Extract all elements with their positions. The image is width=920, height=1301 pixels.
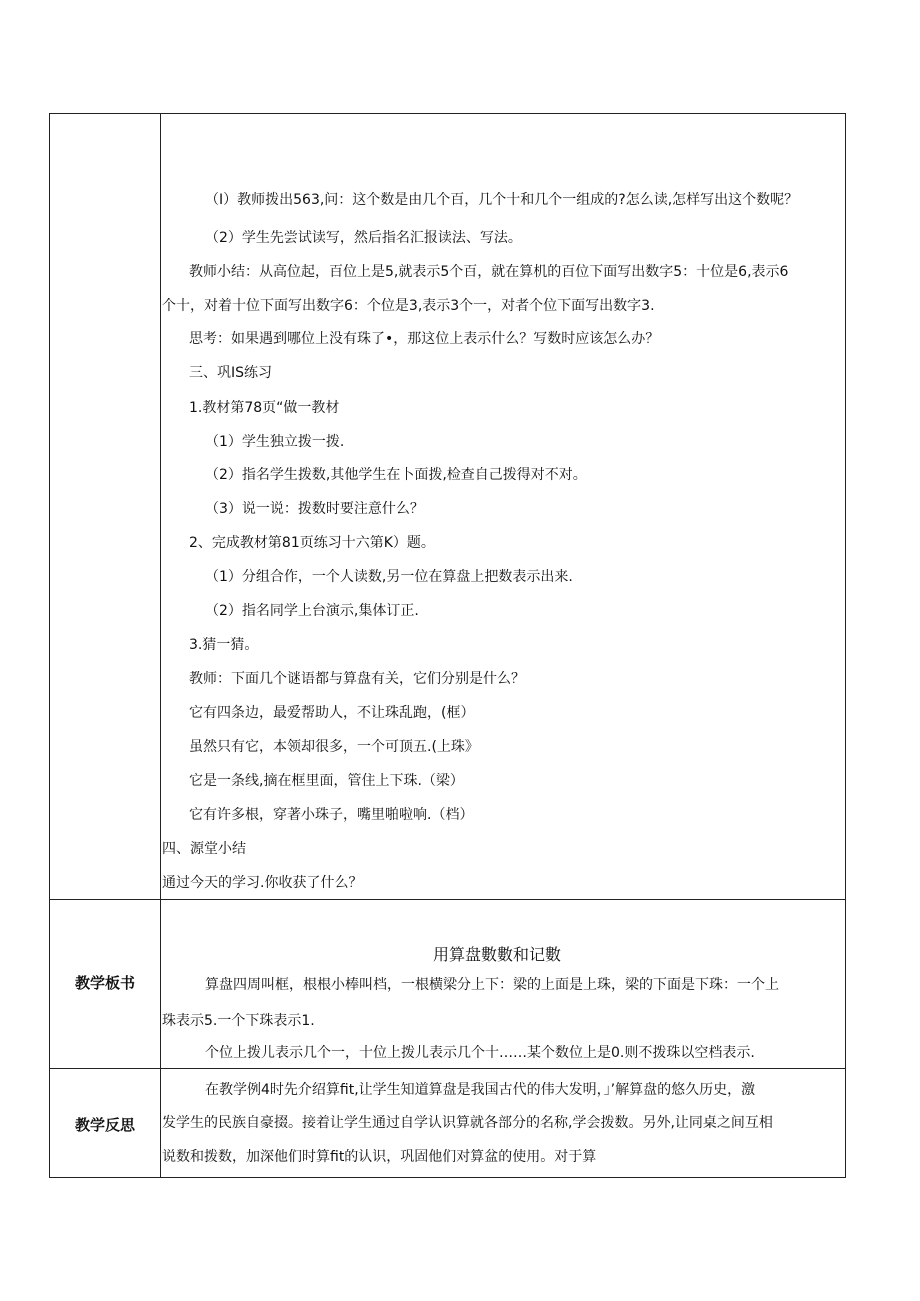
riddle-line: 它有四条边，最爱帮助人，不让珠乱跑，(框） [189,705,475,721]
process-line: 教师小结：从高位起，百位上是5,就表示5个百，就在算机的百位下面写出数字5：十位是6,表示6 [189,264,789,280]
board-line: 个位上拨儿表示几个一，十位上拨儿表示几个十……某个数位上是0.则不拨珠以空档表示. [205,1045,755,1061]
row-divider-board [50,899,845,900]
process-line: 教师：下面几个谜语都与算盘有关，它们分别是什么？ [189,671,525,687]
process-line: 3.猜一猜。 [189,637,259,653]
process-line: （2）指名同学上台演示,集体订正. [205,603,419,619]
board-line: 珠表示5.一个下珠表示1. [162,1013,315,1029]
process-line: （2）指名学生拨数,其他学生在卜面拨,检查自己拨得对不对。 [205,467,587,483]
riddle-line: 虽然只有它，本领却很多，一个可顶五.(上珠》 [189,739,479,755]
riddle-line: 它是一条线,摘在框里面，管住上下珠.（梁） [189,773,464,789]
process-line: （1）分组合作，一个人读数,另一位在算盘上把数表示出来. [205,569,573,585]
reflection-label: 教学反思 [74,1116,135,1134]
process-line: （3）说一说：拨数时要注意什么？ [205,501,424,517]
board-label: 教学板书 [74,974,135,992]
section-heading: 四、源堂小结 [162,841,246,857]
board-title: 用算盘數數和记數 [433,945,562,964]
column-divider [160,114,161,1177]
lesson-plan-table [49,113,846,1178]
process-line: 2、完成教材第81页练习十六第K）题。 [189,535,435,551]
section-heading: 三、巩IS练习 [189,365,273,381]
row-divider-reflection [50,1068,845,1069]
riddle-line: 它有许多根，穿著小珠子，嘴里啪啦响.（档） [189,807,474,823]
process-line: 通过今天的学习.你收获了什么？ [162,875,363,891]
process-line: 思考：如果遇到哪位上没有珠了•，那这位上表示什么？写数时应该怎么办？ [189,331,660,347]
reflection-line: 在教学例4时先介绍算fit,让学生知道算盘是我国古代的伟大发明，」’解算盘的悠久历史，激 [205,1082,756,1098]
reflection-line: 说数和拨数，加深他们时算fit的认识，巩固他们对算盆的使用。对于算 [162,1149,597,1165]
process-line: （1）学生独立拨一拨. [205,434,345,450]
process-line: （I）教师拨出563,问：这个数是由几个百，几个十和几个一组成的?怎么读,怎样写出这个数呢？ [205,192,799,208]
board-line: 算盘四周叫框，根根小棒叫档，一根横梁分上下：梁的上面是上珠，梁的下面是下珠：一个上 [205,977,779,993]
reflection-line: 发学生的民族自豪掇。接着让学生通过自学认识算就各部分的名称,学会拨数。另外,让同桌之间互相 [162,1115,773,1131]
process-line: 个十，对着十位下面写出数字6：个位是3,表示3个一，对者个位下面写出数字3. [162,298,655,314]
process-line: 1.教材第78页“做一教材 [189,400,340,416]
process-line: （2）学生先尝试读写，然后指名汇报读法、写法。 [205,230,522,246]
